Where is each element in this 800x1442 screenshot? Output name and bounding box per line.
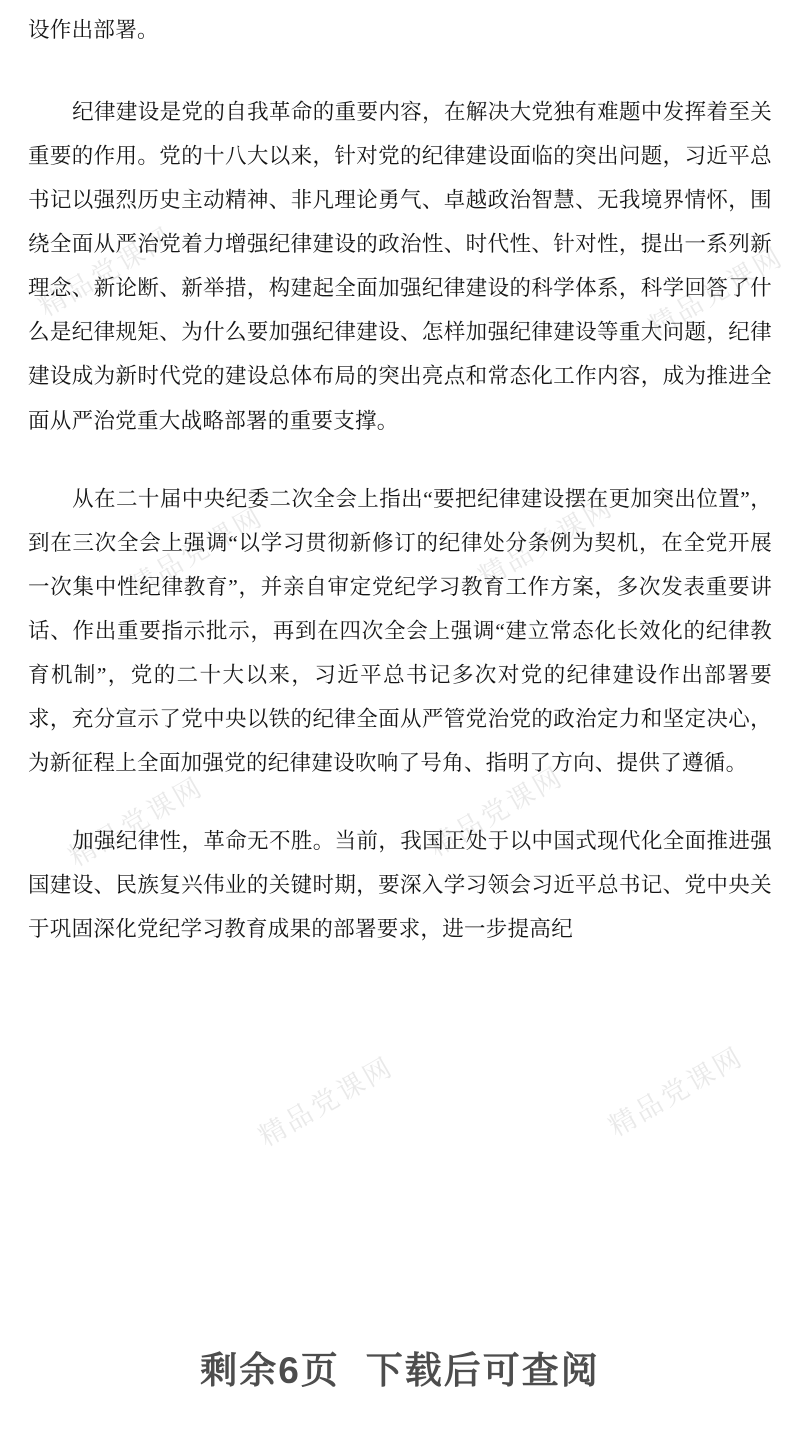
footer-message: [200, 1340, 600, 1394]
download-footer-banner[interactable]: [0, 1291, 800, 1442]
watermark-text: 精品党课网: [603, 1041, 749, 1143]
paragraph-discipline-construction: 纪律建设是党的自我革命的重要内容，在解决大党独有难题中发挥着至关重要的作用。党的十八大以来，针对党的纪律建设面临的突出问题，习近平总书记以强烈历史主动精神、非凡理论勇气、卓越政治智慧、无我境界情怀，围绕全面从严治党着力增强纪律建设的政治性、时代性、针对性，提出一系列新理念、新论断、新举措，构建起全面加强纪律建设的科学体系，科学回答了什么是纪律规矩、为什么要加强纪律建设、怎样加强纪律建设等重大问题，纪律建设成为新时代党的建设总体布局的突出亮点和常态化工作内容，成为推进全面从严治党重大战略部署的重要支撑。: [28, 100, 772, 433]
paragraph-strengthen-discipline: 加强纪律性，革命无不胜。当前，我国正处于以中国式现代化全面推进强国建设、民族复兴伟业的关键时期，要深入学习领会习近平总书记、党中央关于巩固深化党纪学习教育成果的部署要求，进一步提高纪: [28, 829, 772, 942]
watermark-text: 精品党课网: [643, 241, 789, 343]
download-hint-label: 下载后可查阅: [365, 1350, 600, 1391]
watermark-text: 精品党课网: [63, 771, 209, 873]
watermark-text: 精品党课网: [123, 501, 269, 603]
watermark-text: 精品党课网: [33, 221, 179, 323]
watermark-text: 精品党课网: [423, 761, 569, 863]
paragraph-continuation: 设作出部署。: [28, 18, 159, 42]
watermark-text: 精品党课网: [473, 491, 619, 593]
paragraph-plenary-sessions: 从在二十届中央纪委二次全会上指出“要把纪律建设摆在更加突出位置”，到在三次全会上强调“以学习贯彻新修订的纪律处分条例为契机，在全党开展一次集中性纪律教育”，并亲自审定党纪学习教育工作方案，多次发表重要讲话、作出重要指示批示，再到在四次全会上强调“建立常态化长效化的纪律教育机制”，党的二十大以来，习近平总书记多次对党的纪律建设作出部署要求，充分宣示了党中央以铁的纪律全面从严管党治党的政治定力和坚定决心，为新征程上全面加强党的纪律建设吹响了号角、指明了方向、提供了遵循。: [28, 486, 772, 775]
remaining-pages-label: 剩余6页: [200, 1350, 340, 1391]
watermark-text: 精品党课网: [253, 1051, 399, 1153]
